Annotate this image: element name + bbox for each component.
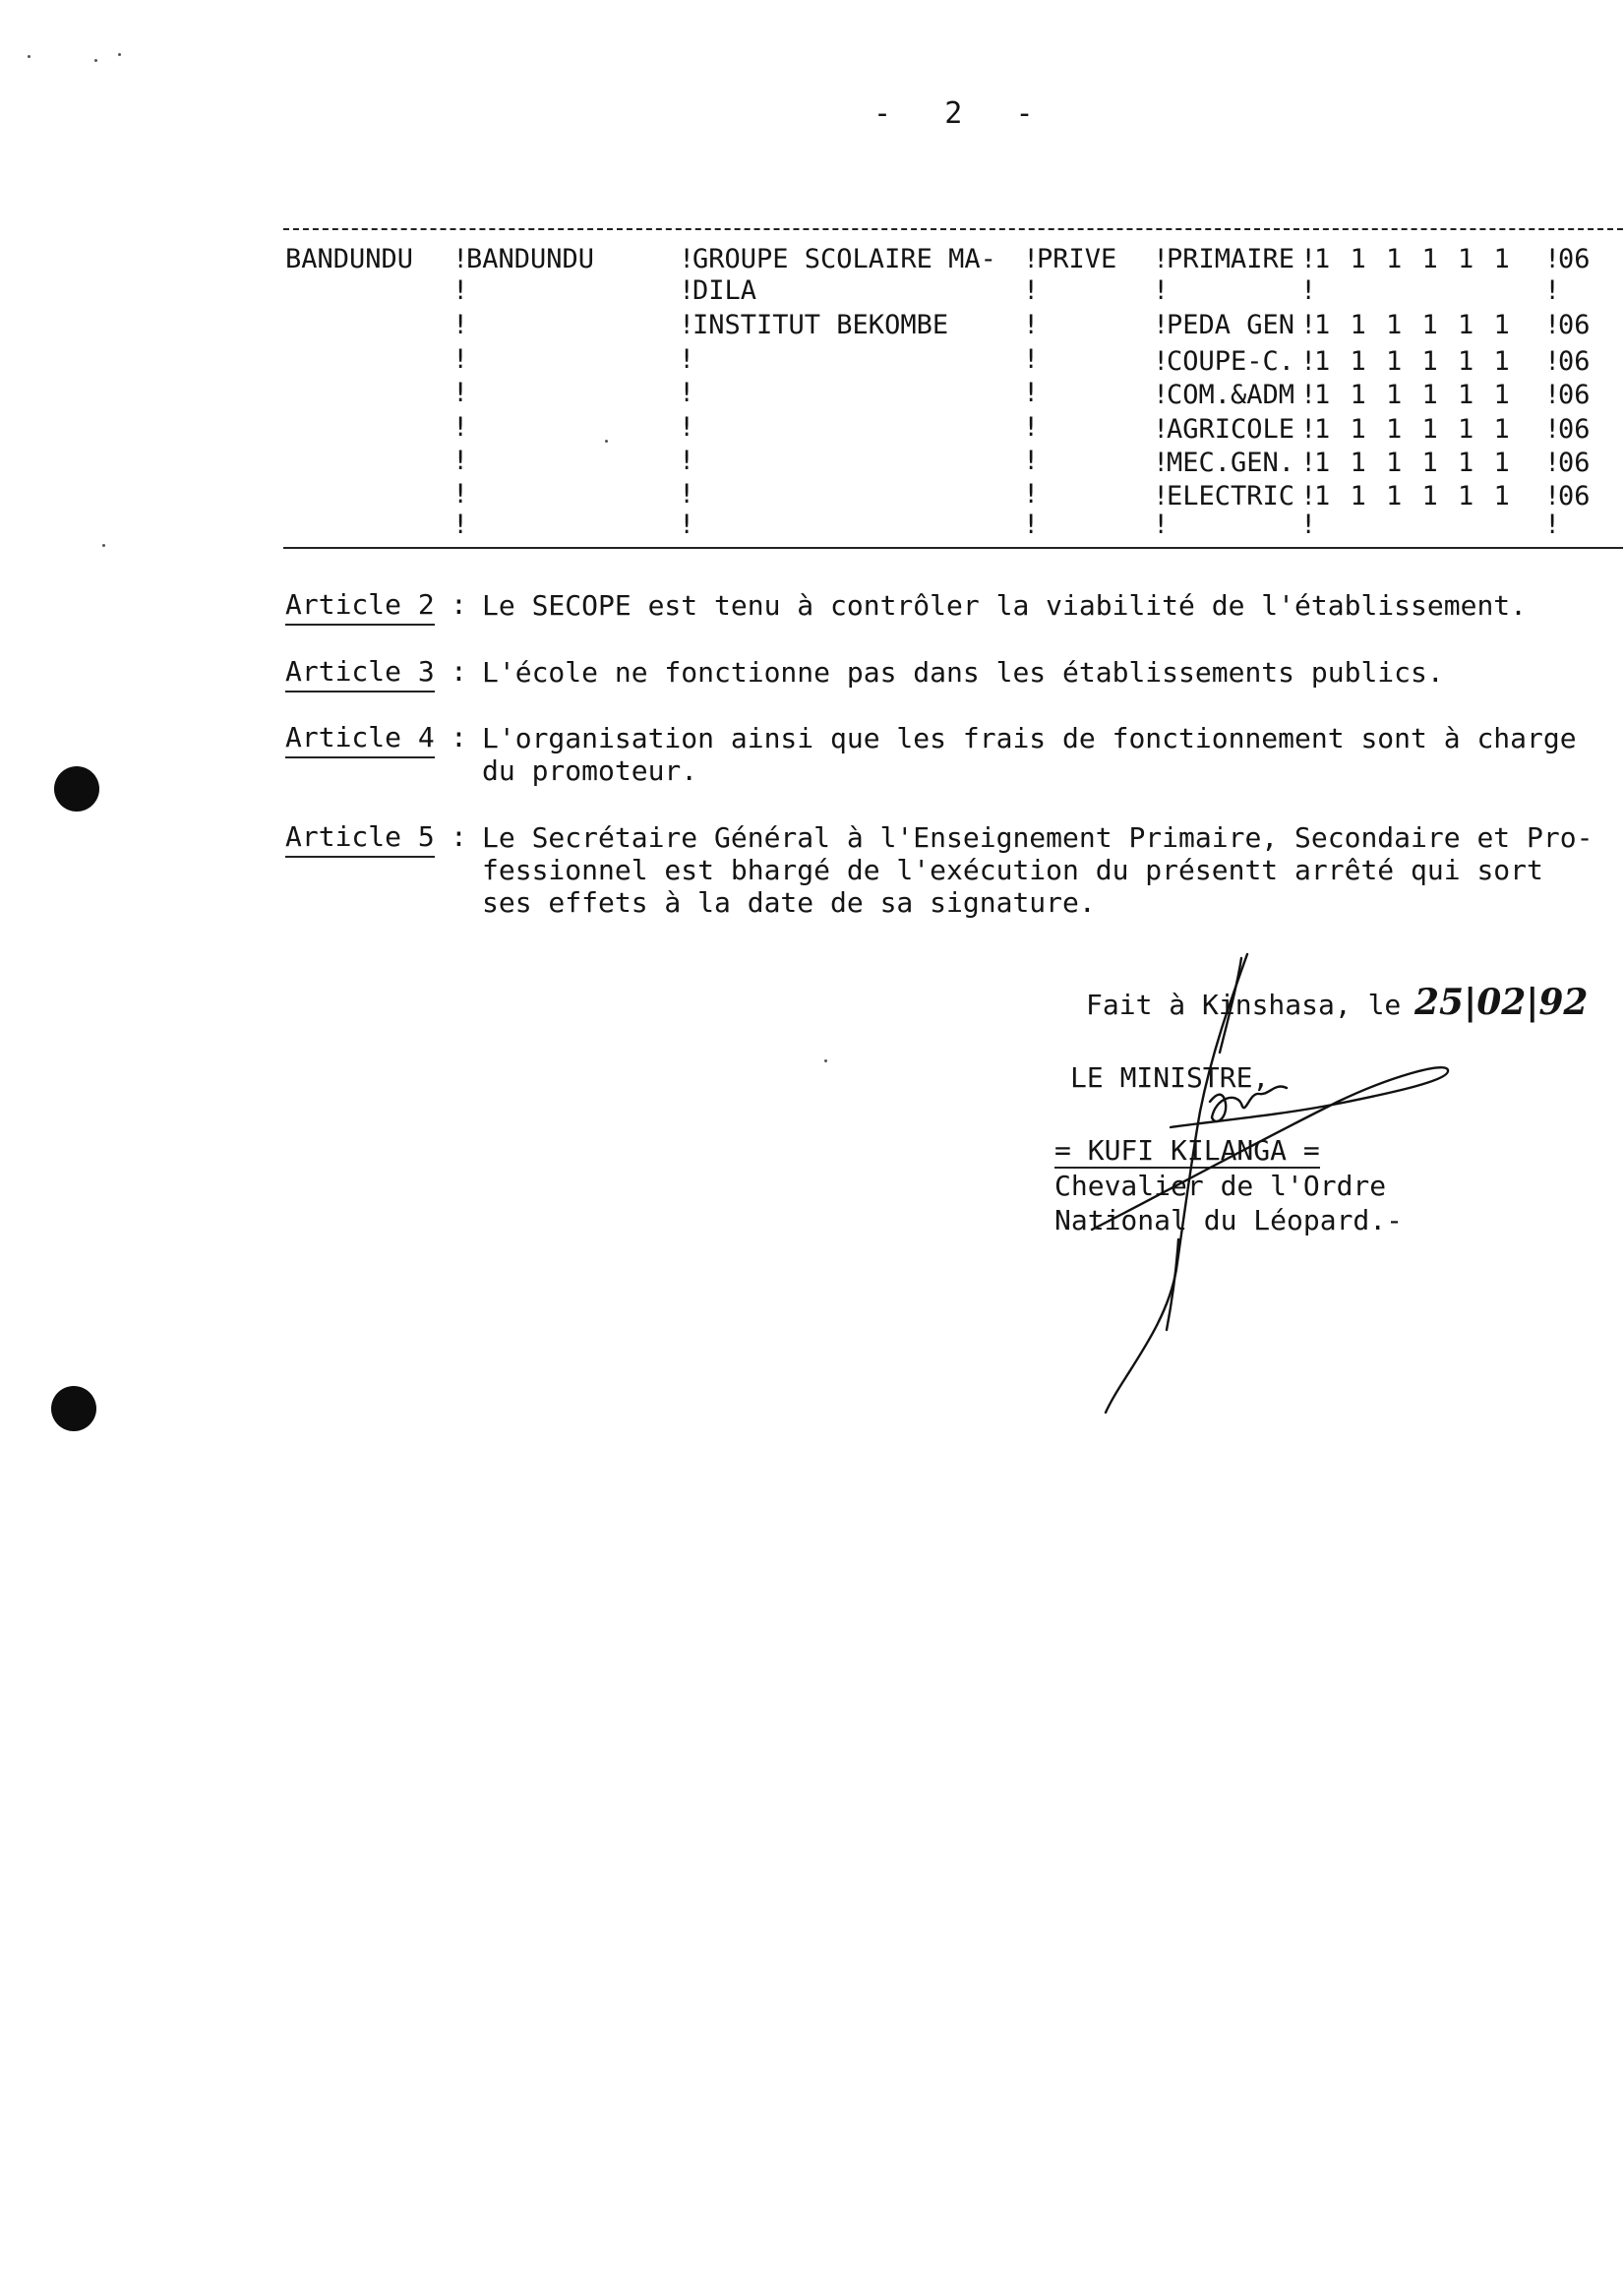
speck [28, 55, 30, 58]
table-row [1167, 346, 1294, 378]
total-cell: 06 [1558, 481, 1591, 512]
table-row [1167, 380, 1294, 411]
article-colon: : [451, 588, 467, 621]
table-row [1167, 481, 1294, 512]
minister-name: = KUFI KILANGA = [1054, 1134, 1320, 1167]
total-cell: 06 [1558, 310, 1591, 340]
section-cell: PEDA GEN [1167, 310, 1295, 340]
honor-line-2: National du Léopard.- [1054, 1204, 1404, 1236]
section-cell: ELECTRIC [1167, 481, 1295, 512]
punch-hole [54, 766, 99, 812]
article-label: Article 3 [285, 655, 435, 692]
subdivision-cell: BANDUNDU [466, 244, 595, 274]
speck [102, 544, 105, 547]
total-cell: 06 [1558, 414, 1591, 445]
total-cell: 06 [1558, 380, 1591, 410]
total-cell: 06 [1558, 244, 1591, 274]
classes-cell: 1 1 1 1 1 1 [1314, 310, 1512, 340]
speck [118, 53, 121, 56]
classes-cell: 1 1 1 1 1 1 [1314, 380, 1512, 410]
article-text: L'école ne fonctionne pas dans les établissements publics. [482, 656, 1444, 689]
total-cell: 06 [1558, 448, 1591, 478]
punch-hole [51, 1386, 96, 1431]
article-text: L'organisation ainsi que les frais de fonctionnement sont à charge du promoteur. [482, 722, 1577, 787]
section-cell: COM.&ADM [1167, 380, 1295, 410]
minister-title: LE MINISTRE, [1070, 1061, 1270, 1094]
table-row [1167, 310, 1294, 341]
article-label: Article 2 [285, 588, 435, 626]
article-label: Article 5 [285, 820, 435, 858]
article-colon: : [451, 655, 467, 688]
section-cell: MEC.GEN. [1167, 448, 1295, 478]
signature-scribble-icon [984, 944, 1495, 1416]
classes-cell: 1 1 1 1 1 1 [1314, 448, 1512, 478]
section-cell: COUPE-C. [1167, 346, 1295, 377]
classes-cell: 1 1 1 1 1 1 [1314, 481, 1512, 512]
speck [94, 59, 97, 62]
page-number: - 2 - [873, 96, 1034, 131]
article-text: Le Secrétaire Général à l'Enseignement Primaire, Secondaire et Pro- fessionnel est bhargé de l'exécution du présentt arrêté qui sort ses effets à la date de sa signature. [482, 821, 1594, 919]
classes-cell: 1 1 1 1 1 1 [1314, 346, 1512, 377]
regime-cell: PRIVE [1037, 244, 1117, 274]
table-row [1167, 414, 1294, 446]
handwritten-date: 25|02|92 [1414, 982, 1589, 1023]
place-line: Fait à Kinshasa, le [1086, 989, 1402, 1021]
speck [605, 440, 608, 443]
province-cell: BANDUNDU [285, 244, 414, 274]
classes-cell: 1 1 1 1 1 1 [1314, 414, 1512, 445]
section-cell: AGRICOLE [1167, 414, 1295, 445]
classes-cell: 1 1 1 1 1 1 [1314, 244, 1512, 274]
table-bottom-rule [283, 547, 1623, 549]
school-name-line1: GROUPE SCOLAIRE MA- [692, 244, 996, 274]
article-text: Le SECOPE est tenu à contrôler la viabilité de l'établissement. [482, 589, 1528, 622]
total-cell: 06 [1558, 346, 1591, 377]
school-name-line3: INSTITUT BEKOMBE [692, 310, 949, 340]
table-row [1167, 244, 1294, 275]
honor-line-1: Chevalier de l'Ordre [1054, 1170, 1387, 1202]
speck [824, 1059, 827, 1062]
article-label: Article 4 [285, 721, 435, 758]
article-colon: : [451, 721, 467, 753]
section-cell: PRIMAIRE [1167, 244, 1295, 274]
article-colon: : [451, 820, 467, 853]
table-row [1167, 448, 1294, 479]
school-name-line2: DILA [692, 275, 757, 306]
table-top-rule [283, 228, 1623, 230]
